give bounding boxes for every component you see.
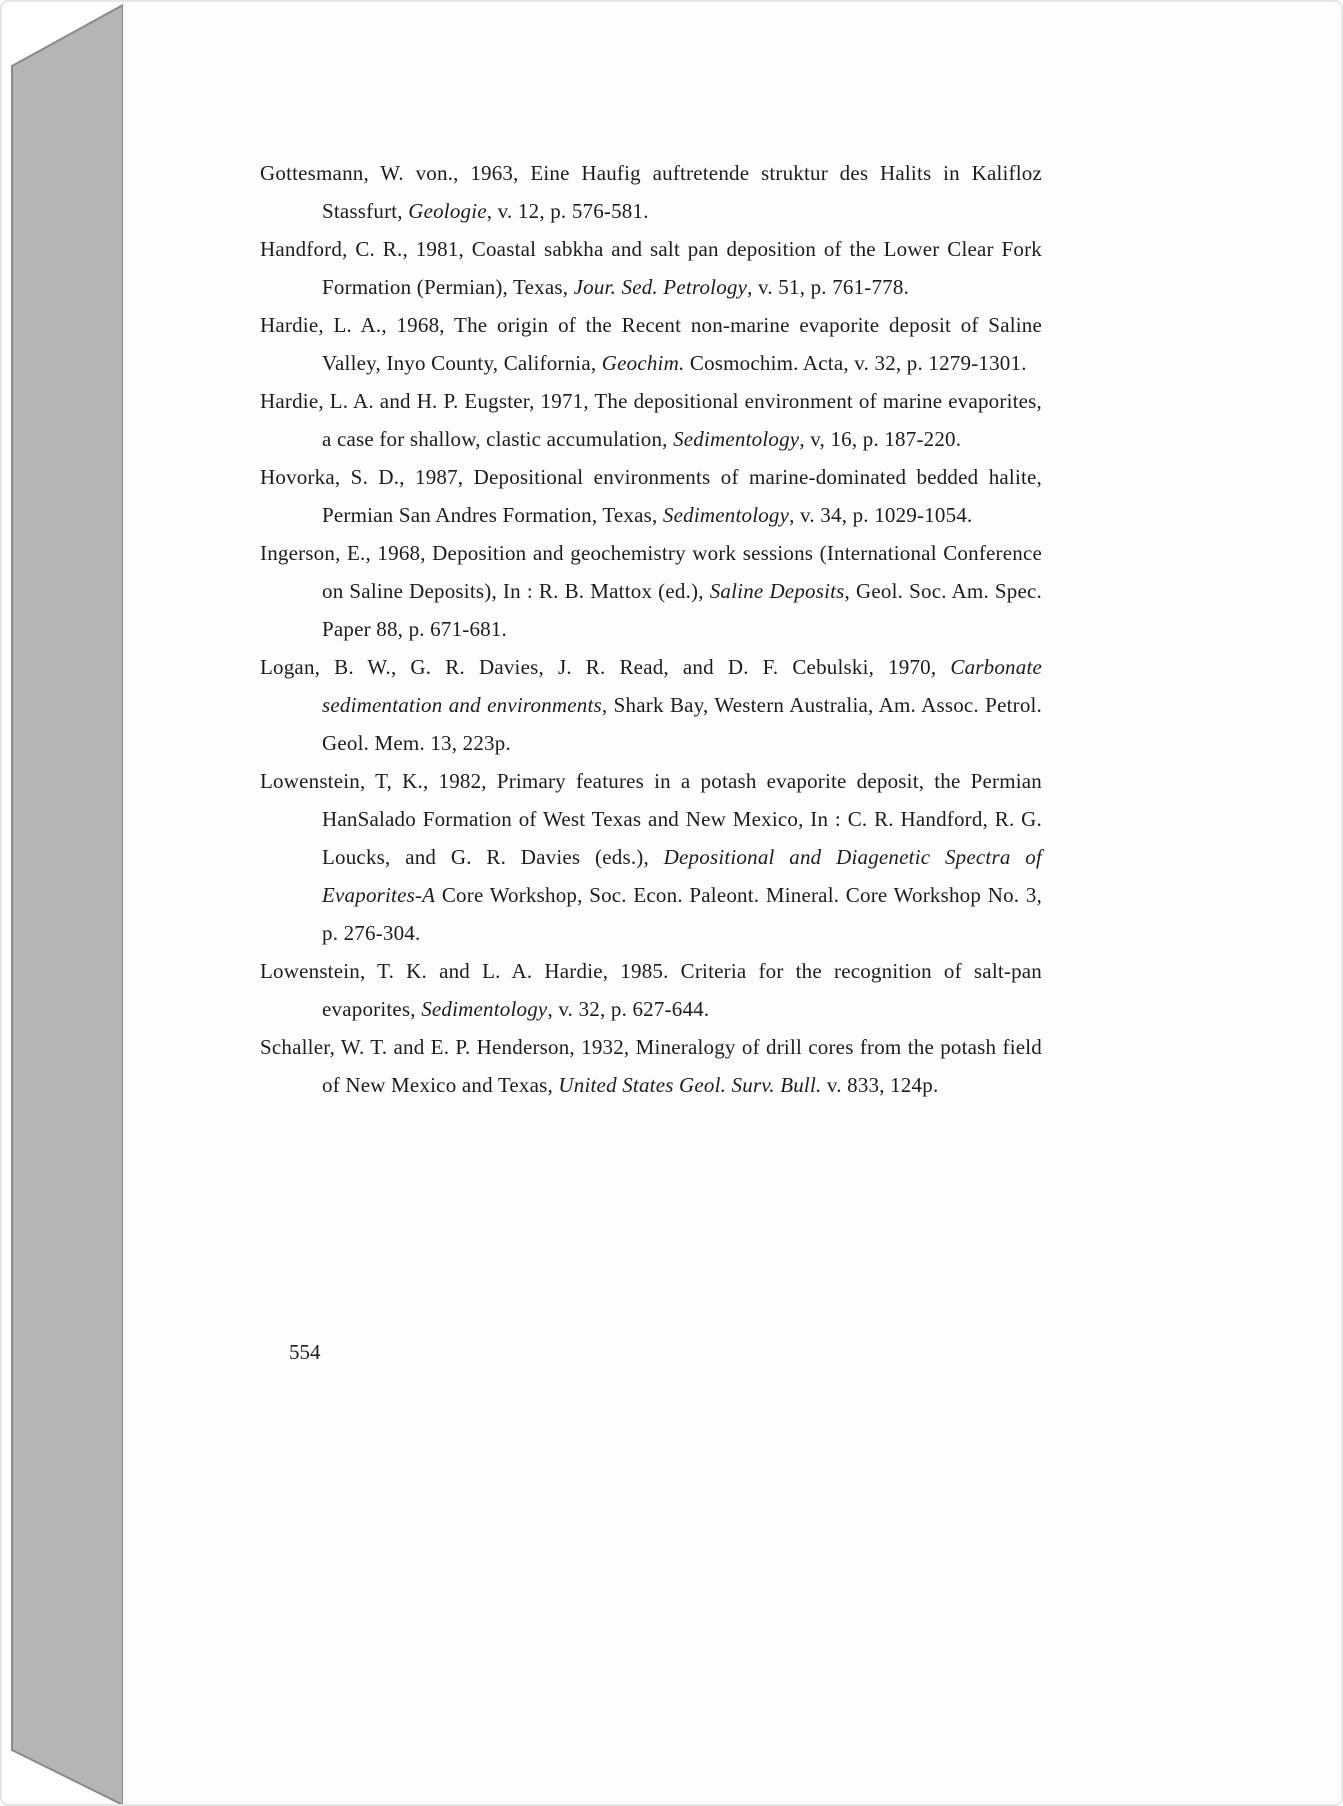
- reference-italic-segment: Saline Deposits: [709, 579, 845, 603]
- reference-text-segment: Lowenstein, T. K. and L. A. Hardie, 1985. Criteria for the recognition of salt-pan evaporites,: [260, 959, 1042, 1021]
- reference-text-segment: Cosmochim. Acta, v. 32, p. 1279-1301.: [684, 351, 1027, 375]
- reference-italic-segment: United States Geol. Surv. Bull.: [558, 1073, 822, 1097]
- reference-italic-segment: Sedimentology: [662, 503, 790, 527]
- reference-text-segment: Logan, B. W., G. R. Davies, J. R. Read, and D. F. Cebulski, 1970,: [260, 655, 951, 679]
- book-spine-shape: [12, 5, 123, 1805]
- reference-text-segment: v. 833, 124p.: [821, 1073, 939, 1097]
- reference-italic-segment: Sedimentology: [673, 427, 800, 451]
- reference-italic-segment: Carbonate sedimentation and environments: [322, 655, 1042, 717]
- reference-text-segment: , Geol. Soc. Am. Spec. Paper 88, p. 671-681.: [322, 579, 1042, 641]
- reference-entry: [260, 534, 1042, 648]
- reference-text-segment: Hovorka, S. D., 1987, Depositional environments of marine-dominated bedded halite, Permian San Andres Formation, Texas,: [260, 465, 1042, 527]
- reference-text-segment: Core Workshop, Soc. Econ. Paleont. Mineral. Core Workshop No. 3, p. 276-304.: [322, 883, 1042, 945]
- reference-text-segment: , v. 34, p. 1029-1054.: [789, 503, 973, 527]
- reference-text-segment: , v. 51, p. 761-778.: [747, 275, 910, 299]
- reference-italic-segment: Geologie: [408, 199, 487, 223]
- reference-text-segment: , v. 12, p. 576-581.: [486, 199, 649, 223]
- reference-text-segment: Hardie, L. A. and H. P. Eugster, 1971, The depositional environment of marine evaporites, a case for shallow, clastic accumulation,: [260, 389, 1042, 451]
- reference-italic-segment: Geochim.: [601, 351, 685, 375]
- reference-text-segment: , v. 32, p. 627-644.: [547, 997, 710, 1021]
- reference-entry: [260, 762, 1042, 952]
- reference-text-segment: Hardie, L. A., 1968, The origin of the Recent non-marine evaporite deposit of Saline Valley, Inyo County, California,: [260, 313, 1042, 375]
- reference-entry: [260, 306, 1042, 382]
- reference-italic-segment: Sedimentology: [421, 997, 548, 1021]
- reference-text-segment: Schaller, W. T. and E. P. Henderson, 1932, Mineralogy of drill cores from the potash field of New Mexico and Texas,: [260, 1035, 1042, 1097]
- reference-entry: [260, 458, 1042, 534]
- reference-entry: [260, 648, 1042, 762]
- page: [123, 2, 1341, 1804]
- reference-entry: [260, 382, 1042, 458]
- reference-text-segment: Gottesmann, W. von., 1963, Eine Haufig auftretende struktur des Halits in Kalifloz Stassfurt,: [260, 161, 1042, 223]
- reference-text-segment: , Shark Bay, Western Australia, Am. Assoc. Petrol. Geol. Mem. 13, 223p.: [322, 693, 1042, 755]
- reference-italic-segment: Depositional and Diagenetic Spectra of Evaporites-A: [322, 845, 1042, 907]
- reference-text-segment: Handford, C. R., 1981, Coastal sabkha and salt pan deposition of the Lower Clear Fork Formation (Permian), Texas,: [260, 237, 1042, 299]
- reference-entry: [260, 952, 1042, 1028]
- reference-entry: [260, 154, 1042, 230]
- reference-entry: [260, 230, 1042, 306]
- page-number: 554: [289, 1340, 321, 1364]
- reference-italic-segment: Jour. Sed. Petrology: [573, 275, 748, 299]
- reference-text-segment: Ingerson, E., 1968, Deposition and geochemistry work sessions (International Conference on Saline Deposits), In : R. B. Mattox (ed.),: [260, 541, 1042, 603]
- reference-entry: [260, 1028, 1042, 1104]
- reference-text-segment: , v, 16, p. 187-220.: [799, 427, 962, 451]
- reference-text-segment: Lowenstein, T, K., 1982, Primary features in a potash evaporite deposit, the Permian HanSalado Formation of West Texas and New Mexico, In : C. R. Handford, R. G. Loucks, and G. R. Davies (eds.),: [260, 769, 1042, 869]
- references-list: [260, 154, 1042, 1104]
